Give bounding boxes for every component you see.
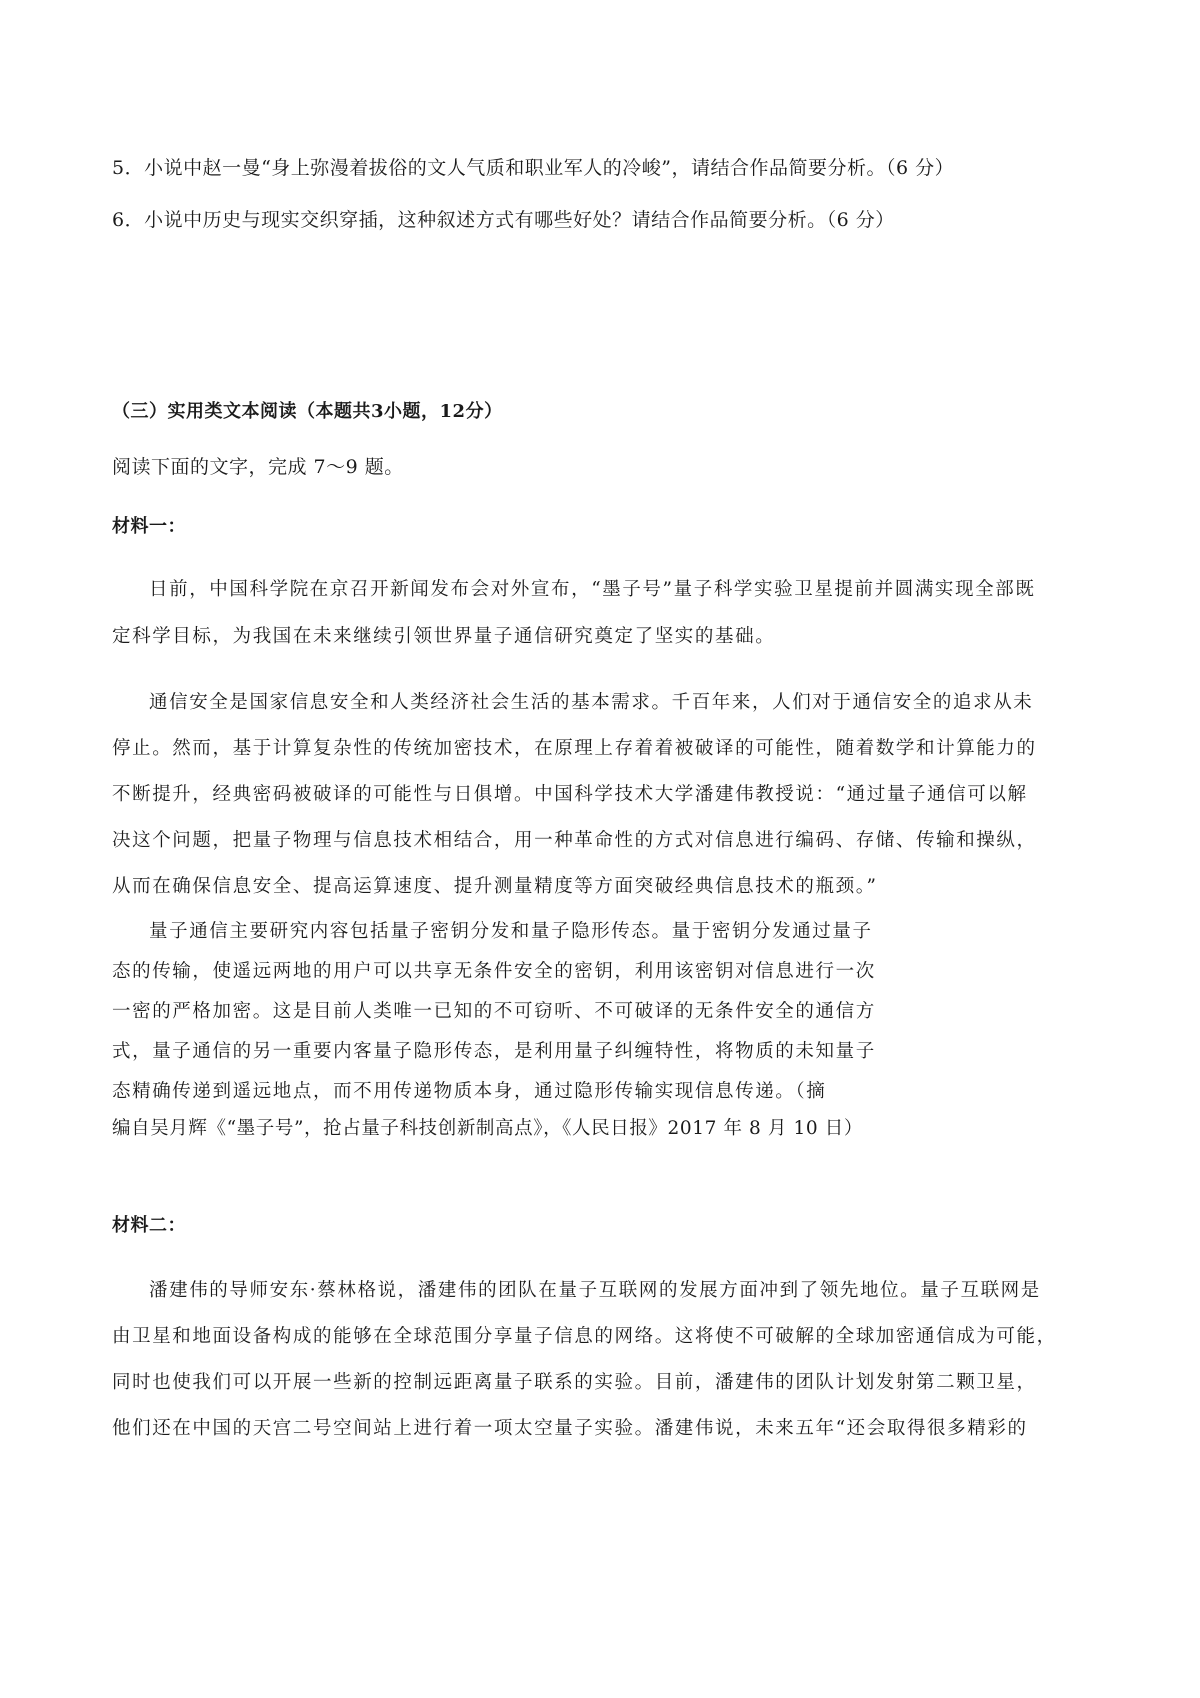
text-line: 定科学目标，为我国在未来继续引领世界量子通信研究奠定了坚实的基础。 <box>112 626 776 647</box>
text-line: 由卫星和地面设备构成的能够在全球范围分享量子信息的网络。这将使不可破解的全球加密通信成为可能， <box>112 1326 1057 1347</box>
question-6: 6．小说中历史与现实交织穿插，这种叙述方式有哪些好处？请结合作品简要分析。（6 分） <box>112 209 895 231</box>
text-line: 态精确传递到遥远地点，而不用传递物质本身，通过隐形传输实现信息传递。（摘 <box>112 1081 827 1102</box>
material-2-label: 材料二： <box>112 1215 186 1236</box>
text-line: 潘建伟的导师安东·蔡林格说，潘建伟的团队在量子互联网的发展方面冲到了领先地位。量子互联网是 <box>149 1280 1041 1301</box>
source-citation: 编自吴月辉《“墨子号”，抢占量子科技创新制高点》，《人民日报》2017 年 8 月 10 日） <box>112 1118 863 1139</box>
text-line: 不断提升，经典密码被破译的可能性与日俱增。中国科学技术大学潘建伟教授说：“通过量子通信可以解 <box>112 784 1028 805</box>
material-1-label: 材料一： <box>112 516 186 537</box>
material-1-paragraph-3 <box>112 918 876 1143</box>
text-line: 日前，中国科学院在京召开新闻发布会对外宣布，“墨子号”量子科学实验卫星提前并圆满实现全部既 <box>149 579 1036 600</box>
text-line: 一密的严格加密。这是目前人类唯一已知的不可窃听、不可破译的无条件安全的通信方 <box>112 1001 876 1022</box>
text-line: 决这个问题，把量子物理与信息技术相结合，用一种革命性的方式对信息进行编码、存储、传输和操纵， <box>112 830 1037 851</box>
section-instruction: 阅读下面的文字，完成 7～9 题。 <box>112 456 404 478</box>
text-line: 式，量子通信的另一重要内客量子隐形传态，是利用量子纠缠特性，将物质的未知量子 <box>112 1041 876 1062</box>
material-2-paragraph-1 <box>112 1277 1057 1443</box>
text-line: 停止。然而，基于计算复杂性的传统加密技术，在原理上存着着被破译的可能性，随着数学和计算能力的 <box>112 738 1037 759</box>
text-line: 通信安全是国家信息安全和人类经济社会生活的基本需求。千百年来，人们对于通信安全的追求从未 <box>149 692 1034 713</box>
text-line: 量子通信主要研究内容包括量子密钥分发和量子隐形传态。量于密钥分发通过量子 <box>149 921 873 942</box>
material-1-paragraph-2 <box>112 689 1037 901</box>
text-line: 态的传输，使遥远两地的用户可以共享无条件安全的密钥，利用该密钥对信息进行一次 <box>112 961 876 982</box>
section-heading: （三）实用类文本阅读（本题共3小题，12分） <box>112 401 503 422</box>
text-line: 从而在确保信息安全、提高运算速度、提升测量精度等方面突破经典信息技术的瓶颈。” <box>112 876 878 897</box>
question-5: 5．小说中赵一曼“身上弥漫着拔俗的文人气质和职业军人的冷峻”，请结合作品简要分析。（6 分） <box>112 157 955 179</box>
material-1-paragraph-1 <box>112 576 1035 651</box>
text-line: 同时也使我们可以开展一些新的控制远距离量子联系的实验。目前，潘建伟的团队计划发射第二颗卫星， <box>112 1372 1037 1393</box>
text-line: 他们还在中国的天宫二号空间站上进行着一项太空量子实验。潘建伟说，未来五年“还会取得很多精彩的 <box>112 1418 1028 1439</box>
